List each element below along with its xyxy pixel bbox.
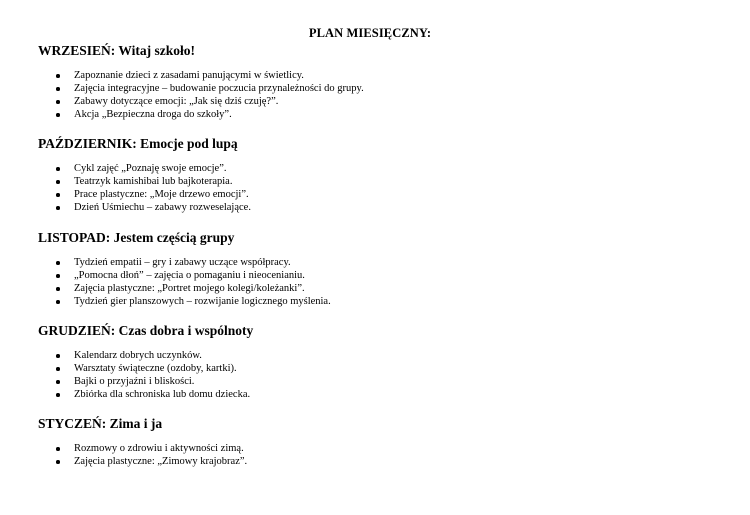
bullet-icon xyxy=(56,354,60,358)
list-item xyxy=(38,455,718,468)
bullet-icon xyxy=(56,113,60,117)
list-item-text: „Pomocna dłoń” – zajęcia o pomaganiu i nieocenianiu. xyxy=(74,270,305,281)
bullet-icon xyxy=(56,274,60,278)
list-item-text: Zbiórka dla schroniska lub domu dziecka. xyxy=(74,389,251,400)
list-item xyxy=(38,95,718,108)
bullet-icon xyxy=(56,367,60,371)
bullet-icon xyxy=(56,380,60,384)
list-item xyxy=(38,162,718,175)
month-section-september xyxy=(38,42,718,121)
list-item xyxy=(38,388,718,401)
list-item xyxy=(38,282,718,295)
list-item xyxy=(38,82,718,95)
month-section-january xyxy=(38,415,718,468)
list-item-text: Cykl zajęć „Poznaję swoje emocje”. xyxy=(74,163,227,174)
activity-list xyxy=(38,162,718,214)
list-item-text: Zapoznanie dzieci z zasadami panującymi w świetlicy. xyxy=(74,70,304,81)
list-item-text: Dzień Uśmiechu – zabawy rozweselające. xyxy=(74,202,251,213)
list-item-text: Bajki o przyjaźni i bliskości. xyxy=(74,376,195,387)
list-item-text: Teatrzyk kamishibai lub bajkoterapia. xyxy=(74,176,233,187)
list-item-text: Tydzień empatii – gry i zabawy uczące współpracy. xyxy=(74,257,291,268)
list-item-text: Zajęcia plastyczne: „Portret mojego kolegi/koleżanki”. xyxy=(74,283,305,294)
month-heading: STYCZEŃ: Zima i ja xyxy=(38,416,163,431)
month-section-november xyxy=(38,229,718,308)
bullet-icon xyxy=(56,460,60,464)
list-item xyxy=(38,69,718,82)
list-item-text: Akcja „Bezpieczna droga do szkoły”. xyxy=(74,109,232,120)
list-item-text: Rozmowy o zdrowiu i aktywności zimą. xyxy=(74,443,244,454)
list-item-text: Tydzień gier planszowych – rozwijanie logicznego myślenia. xyxy=(74,296,331,307)
list-item xyxy=(38,362,718,375)
month-section-october xyxy=(38,135,718,214)
month-section-december xyxy=(38,322,718,401)
list-item-text: Zajęcia integracyjne – budowanie poczucia przynależności do grupy. xyxy=(74,83,364,94)
list-item xyxy=(38,442,718,455)
list-item-text: Zabawy dotyczące emocji: „Jak się dziś czuję?”. xyxy=(74,96,279,107)
activity-list xyxy=(38,442,718,468)
list-item xyxy=(38,188,718,201)
list-item-text: Kalendarz dobrych uczynków. xyxy=(74,350,202,361)
document-title: PLAN MIESIĘCZNY: xyxy=(308,26,432,40)
bullet-icon xyxy=(56,87,60,91)
bullet-icon xyxy=(56,180,60,184)
list-item xyxy=(38,175,718,188)
bullet-icon xyxy=(56,300,60,304)
month-heading: WRZESIEŃ: Witaj szkoło! xyxy=(38,43,196,58)
bullet-icon xyxy=(56,287,60,291)
activity-list xyxy=(38,349,718,401)
bullet-icon xyxy=(56,447,60,451)
list-item xyxy=(38,349,718,362)
bullet-icon xyxy=(56,193,60,197)
activity-list xyxy=(38,69,718,121)
list-item xyxy=(38,108,718,121)
list-item xyxy=(38,295,718,308)
activity-list xyxy=(38,256,718,308)
bullet-icon xyxy=(56,393,60,397)
bullet-icon xyxy=(56,206,60,210)
list-item xyxy=(38,256,718,269)
month-heading: LISTOPAD: Jestem częścią grupy xyxy=(38,230,235,245)
month-heading: PAŹDZIERNIK: Emocje pod lupą xyxy=(38,136,238,151)
list-item xyxy=(38,269,718,282)
month-heading: GRUDZIEŃ: Czas dobra i wspólnoty xyxy=(38,323,254,338)
list-item xyxy=(38,201,718,214)
bullet-icon xyxy=(56,167,60,171)
list-item-text: Warsztaty świąteczne (ozdoby, kartki). xyxy=(74,363,237,374)
bullet-icon xyxy=(56,74,60,78)
bullet-icon xyxy=(56,261,60,265)
list-item xyxy=(38,375,718,388)
list-item-text: Zajęcia plastyczne: „Zimowy krajobraz”. xyxy=(74,456,248,467)
bullet-icon xyxy=(56,100,60,104)
list-item-text: Prace plastyczne: „Moje drzewo emocji”. xyxy=(74,189,249,200)
